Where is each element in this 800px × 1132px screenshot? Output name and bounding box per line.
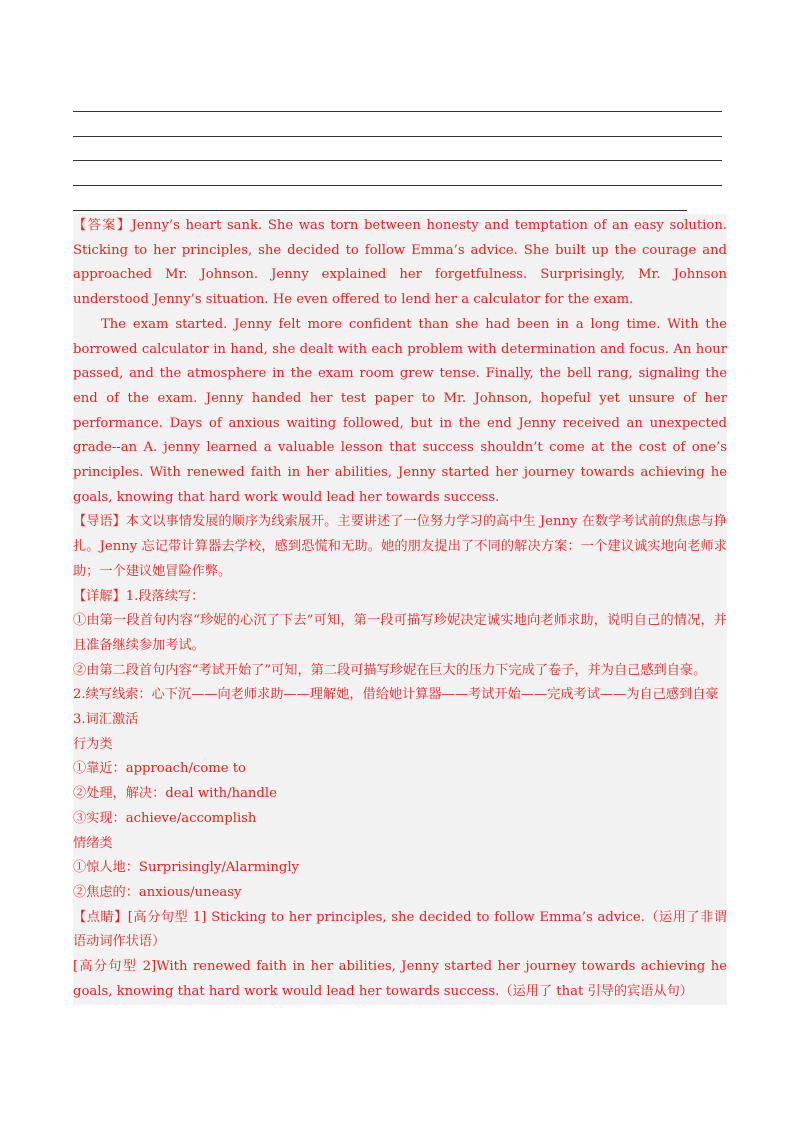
detail-label: 【详解】 xyxy=(73,588,126,604)
answer-text-1: Jenny’s heart sank. She was torn between honesty and temptation of an easy solution. Sticking to her principles, she decided to follow Emma’s advice. She built up the courage and approached Mr. Johnson. Jenny explained her forgetfulness. Surprisingly, Mr. Johnson understood Jenny’s situation. He even offered to lend her a calculator for the exam. xyxy=(73,218,727,308)
answer-paragraph-2 xyxy=(73,313,727,511)
detail-heading xyxy=(73,585,727,610)
writing-line-5 xyxy=(73,210,687,211)
detail-heading-1: 1.段落续写： xyxy=(125,588,205,604)
vocab-category-behavior: 行为类 xyxy=(73,736,113,752)
vocab-item-1: ①靠近：approach/come to xyxy=(73,761,246,777)
answer-paragraph-1 xyxy=(73,214,727,313)
vocab-category-emotion: 情绪类 xyxy=(73,835,113,851)
answer-label: 【答案】 xyxy=(73,218,132,233)
writing-line-1 xyxy=(73,111,722,112)
answer-text-2: The exam started. Jenny felt more confident than she had been in a long time. With the borrowed calculator in hand, she dealt with each problem with determination and focus. An hour passed, and the atmosphere in the exam room grew tense. Finally, the bell rang, signaling the end of the exam. Jenny handed her test paper to Mr. Johnson, hopeful yet unsure of her performance. Days of anxious waiting followed, but in the end Jenny received an unexpected grade--an A. jenny learned a valuable lesson that success shouldn’t come at the cost of one’s principles. With renewed faith in her abilities, Jenny started her journey towards achieving he goals, knowing that hard work would lead her towards success. xyxy=(73,316,727,505)
detail-heading-3: 3.词汇激活 xyxy=(73,712,139,728)
answer-explanation-block xyxy=(73,214,727,1005)
guide-text: 本文以事情发展的顺序为线索展开。主要讲述了一位努力学习的高中生 Jenny 在数学考试前的焦虑与挣扎。Jenny 忘记带计算器去学校，感到恐慌和无助。她的朋友提出了不同的解决方案：一个建议诚实地向老师求助；一个建议她冒险作弊。 xyxy=(73,514,727,579)
comment-label: 【点睛】 xyxy=(73,909,128,925)
detail-item-2: ②由第二段首句内容“考试开始了”可知，第二段可描写珍妮在巨大的压力下完成了卷子，并为自己感到自豪。 xyxy=(73,662,707,678)
comment-sentence-2: [高分句型 2]With renewed faith in her abilities, Jenny started her journey towards achieving he goals, knowing that hard work would lead her towards success.（运用了 that 引导的宾语从句） xyxy=(73,959,727,999)
vocab-item-5: ②焦虑的：anxious/uneasy xyxy=(73,884,242,900)
comment-text-1: [高分句型 1] Sticking to her principles, she decided to follow Emma’s advice.（运用了非谓语动词作状语） xyxy=(73,909,728,950)
writing-line-3 xyxy=(73,160,722,161)
vocab-item-4: ①惊人地：Surprisingly/Alarmingly xyxy=(73,860,299,876)
vocab-item-3: ③实现：achieve/accomplish xyxy=(73,810,257,826)
guide-label: 【导语】 xyxy=(73,514,126,530)
comment-sentence-1 xyxy=(73,906,727,955)
detail-clues: 2.续写线索：心下沉——向老师求助——理解她，借给她计算器——考试开始——完成考试——为自己感到自豪 xyxy=(73,687,719,703)
guide-paragraph xyxy=(73,510,727,584)
vocab-item-2: ②处理，解决：deal with/handle xyxy=(73,786,277,802)
writing-line-2 xyxy=(73,136,722,137)
writing-line-4 xyxy=(73,185,722,186)
detail-item-1: ①由第一段首句内容“珍妮的心沉了下去”可知，第一段可描写珍妮决定诚实地向老师求助，说明自己的情况，并且准备继续参加考试。 xyxy=(73,613,727,653)
